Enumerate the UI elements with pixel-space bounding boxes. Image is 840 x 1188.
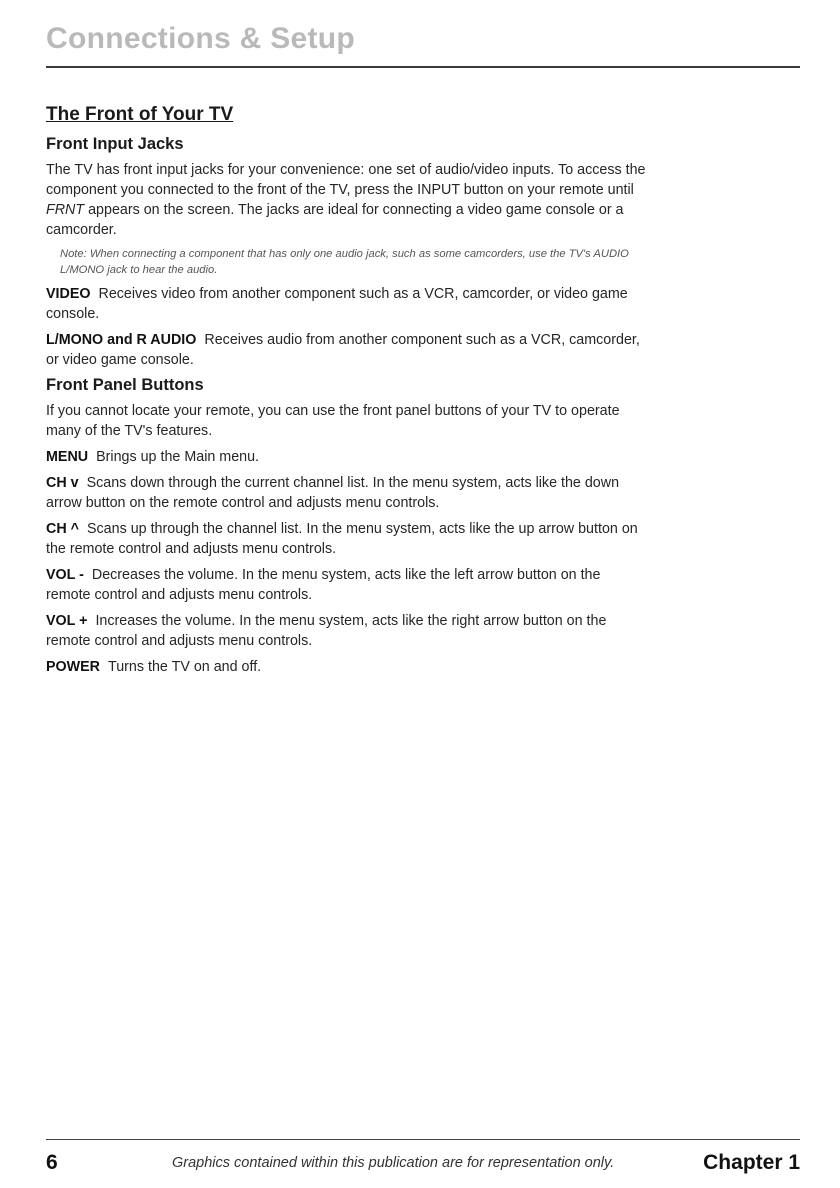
button-item-ch-up: [46, 519, 646, 559]
jack-desc: Receives audio from another component such as a VCR, camcorder, or video game console.: [46, 332, 640, 368]
chapter-label: Chapter 1: [703, 1151, 800, 1174]
front-panel-intro: If you cannot locate your remote, you can use the front panel buttons of your TV to operate many of the TV's features.: [46, 403, 620, 439]
intro-text-start: The TV has front input jacks for your convenience: one set of audio/video inputs. To access the component you connected to the front of the TV, press the INPUT button on your remote until: [46, 162, 646, 198]
button-term: POWER: [46, 659, 101, 675]
button-term: MENU: [46, 449, 89, 465]
button-term: CH ^: [46, 521, 79, 537]
intro-text-end: appears on the screen. The jacks are ideal for connecting a video game console or a camcorder.: [46, 202, 624, 238]
jack-desc: Receives video from another component such as a VCR, camcorder, or video game console.: [46, 286, 628, 322]
front-input-intro: [46, 160, 646, 240]
jack-term: L/MONO and R AUDIO: [46, 332, 197, 348]
button-desc: Turns the TV on and off.: [108, 659, 262, 675]
footer-disclaimer: Graphics contained within this publication are for representation only.: [172, 1155, 615, 1171]
main-content: [46, 104, 646, 683]
button-desc: Increases the volume. In the menu system, acts like the right arrow button on the remote control and adjusts menu controls.: [46, 613, 607, 649]
front-input-jacks-heading: Front Input Jacks: [46, 135, 184, 153]
frnt-label: FRNT: [46, 202, 85, 218]
front-panel-buttons-heading: Front Panel Buttons: [46, 376, 204, 394]
button-item-vol-down: [46, 565, 646, 605]
page-title: Connections & Setup: [46, 22, 356, 55]
button-desc: Scans up through the channel list. In the menu system, acts like the up arrow button on the remote control and adjusts menu controls.: [46, 521, 638, 557]
button-term: VOL +: [46, 613, 88, 629]
audio-jack-note: Note: When connecting a component that has only one audio jack, such as some camcorders, use the TV's AUDIO L/MONO jack to hear the audio.: [60, 248, 629, 276]
footer-divider: [46, 1139, 800, 1140]
button-item-power: [46, 657, 646, 677]
title-divider: [46, 66, 800, 68]
page-number: 6: [46, 1151, 58, 1174]
section-title: The Front of Your TV: [46, 104, 234, 125]
button-desc: Brings up the Main menu.: [96, 449, 260, 465]
button-item-menu: [46, 447, 646, 467]
button-desc: Scans down through the current channel list. In the menu system, acts like the down arrow button on the remote control and adjusts menu controls.: [46, 475, 620, 511]
button-desc: Decreases the volume. In the menu system, acts like the left arrow button on the remote control and adjusts menu controls.: [46, 567, 601, 603]
button-term: VOL -: [46, 567, 84, 583]
jack-item-audio: [46, 330, 646, 370]
jack-item-video: [46, 284, 646, 324]
button-term: CH v: [46, 475, 79, 491]
button-item-ch-down: [46, 473, 646, 513]
jack-term: VIDEO: [46, 286, 91, 302]
button-item-vol-up: [46, 611, 646, 651]
